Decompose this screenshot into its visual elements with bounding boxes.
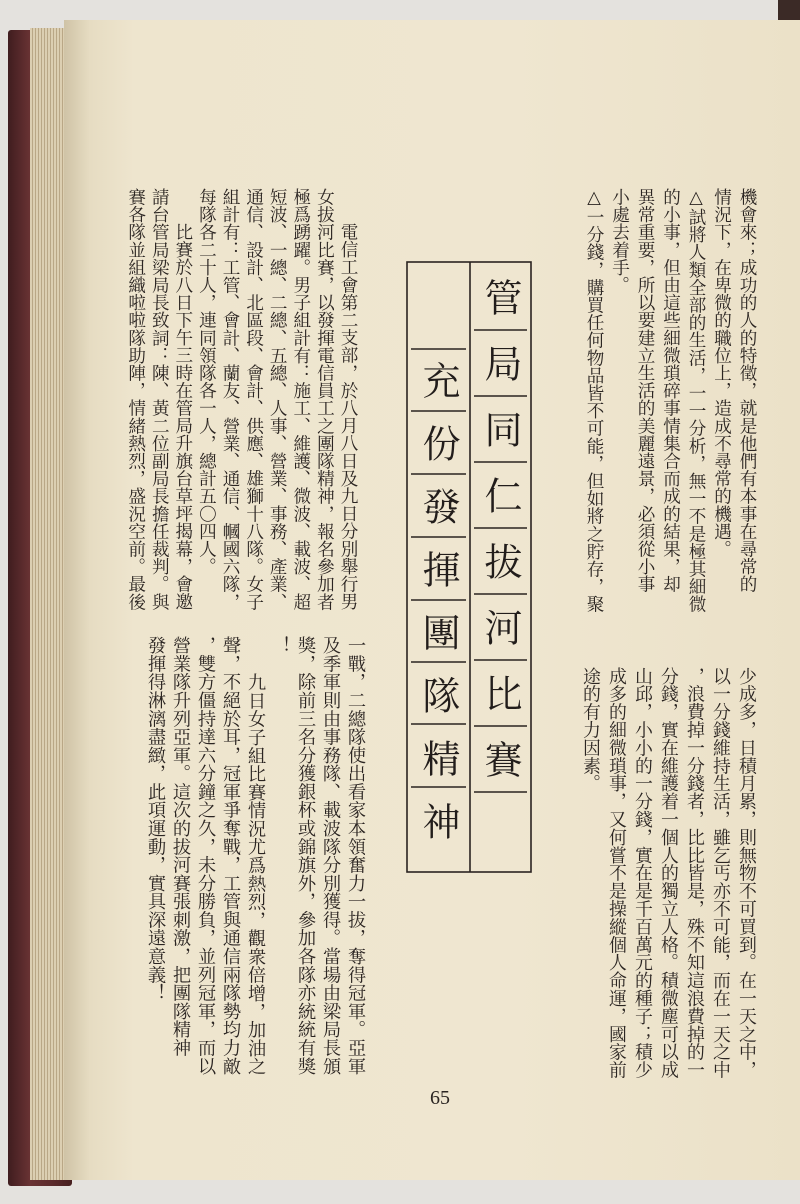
text-column: 發揮得淋漓盡緻，此項運動，實具深遠意義！ [145, 636, 166, 1002]
text-column: 組計有：工管、會計、蘭友、營業、通信、幗國六隊， [220, 188, 241, 611]
title-right-column: 管局同仁拔河比賽 [478, 278, 522, 806]
text-column: 以一分錢維持生活，雖乞丐亦不可能，而在一天之中 [710, 667, 731, 1079]
text-column: 每隊各二十人，連同領隊各一人，總計五〇四人。 [196, 188, 217, 576]
text-column: 機會來；成功的人的特徵，就是他們有本事在尋常的 [737, 188, 757, 593]
text-column: 小處去着手。 [609, 188, 630, 294]
article-block-top [123, 188, 359, 610]
text-column: 比賽於八日下午三時在管局升旗台草坪揭幕，會邀 [172, 223, 193, 611]
page-number: 65 [430, 1087, 450, 1109]
text-column: 電信工會第二支部，於八月八日及九日分別舉行男 [338, 223, 358, 611]
text-column: 極爲踴躍。男子組計有：施工、維護、微波、載波、超 [290, 188, 311, 611]
text-column: 一戰，二總隊使出看家本領奮力一拔，奪得冠軍。亞軍 [345, 636, 366, 1075]
text-column: 聲，不絕於耳，冠軍爭奪戰，工管與通信兩隊勢均力敵 [220, 636, 241, 1075]
text-column: 異常重要，所以要建立生活的美麗遠景，必須從小事 [635, 188, 655, 593]
text-column: 成多的細微瑣事，又何嘗不是操縱個人命運，國家前 [606, 667, 627, 1079]
text-column: 通信、設計、北區段、會計、供應、雄獅十八隊。女子 [243, 188, 264, 611]
text-column: ，雙方僵持達六分鐘之久，未分勝負，並列冠軍，而以 [195, 636, 216, 1075]
text-column: 九日女子組比賽情況尤爲熱烈，觀衆倍增，加油之 [245, 672, 266, 1075]
text-column: ，浪費掉一分錢者，比比皆是，殊不知這浪費掉的一 [684, 667, 705, 1079]
title-left-column: 充份發揮團隊精神 [416, 361, 460, 865]
text-column: 山邱，小小的一分錢，實在是千百萬元的種子；積少 [632, 667, 653, 1079]
text-column: △一分錢，購買任何物品皆不可能，但如將之貯存，聚 [584, 188, 604, 613]
text-column: 短波、一總、二總、五總、人事、營業、事務、產業、 [267, 188, 288, 611]
text-column: ！ [270, 636, 291, 655]
article-block-bottom [143, 636, 368, 1075]
text-column: △試將人類全部的生活，一一分析，無一不是極其細微 [686, 188, 706, 613]
text-column: 請台管局梁局長致詞：陳、黃二位副局長擔任裁判。與 [149, 188, 170, 611]
text-column: 分錢，實在維護着一個人的獨立人格。積微塵可以成 [658, 667, 679, 1079]
text-column: 賽各隊並組織啦啦隊助陣，情緒熱烈，盛況空前。最後 [125, 188, 146, 611]
text-column: 情況下，在卑微的職位上，造成不尋常的機遇。 [711, 188, 732, 558]
text-column: 獎，除前三名分獲銀杯或錦旗外，參加各隊亦統統有獎 [295, 636, 316, 1075]
text-column: 少成多，日積月累，則無物不可買到。在一天之中， [736, 667, 757, 1079]
text-column: 女拔河比賽，以發揮電信員工之團隊精神，報名參加者 [314, 188, 335, 611]
text-column: 營業隊升列亞軍。這次的拔河賽張刺激，把團隊精神 [170, 636, 191, 1057]
text-column: 途的有力因素。 [580, 667, 601, 793]
text-column: 及季軍則由事務隊、載波隊分別獲得。當場由梁局長頒 [320, 636, 341, 1075]
text-column: 的小事，但由這些細微瑣碎事情集合而成的結果，却 [660, 188, 681, 593]
